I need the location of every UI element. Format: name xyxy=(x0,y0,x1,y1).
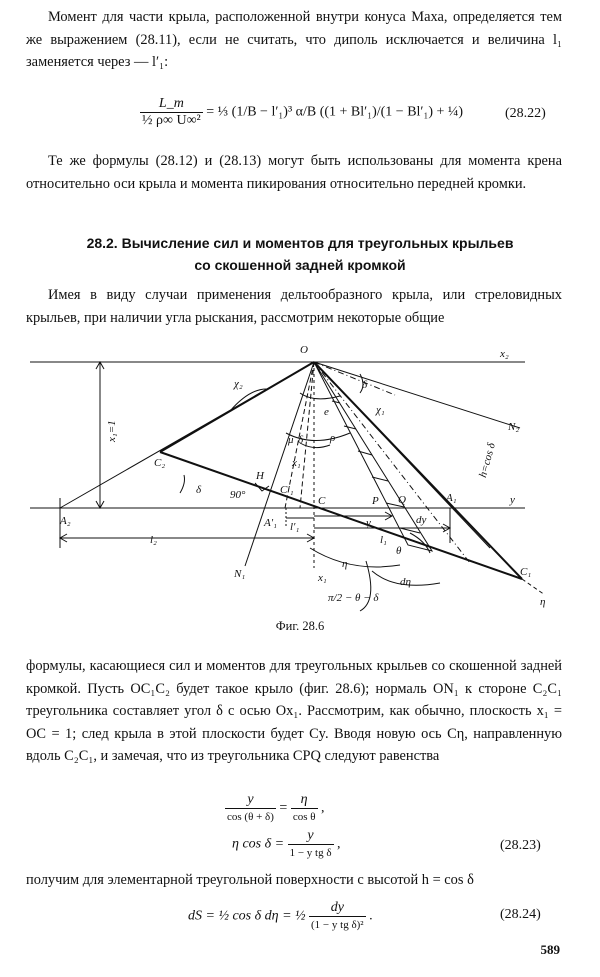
equation-28-23a: $\frac{y}{\cos (\theta + \delta)}$ = $\frac{\eta}{\text{cos θ}}$ , xyxy=(227,792,325,823)
label-A2: A₂ xyxy=(60,515,71,527)
eq-28-24-rhs-den: (1 − y tg δ)² xyxy=(311,919,364,931)
page-number: 589 xyxy=(540,942,560,957)
eq-28-22-number: (28.22) xyxy=(505,106,546,121)
trailing-edge-extension xyxy=(522,579,545,595)
label-P: P xyxy=(372,495,379,507)
equation-28-23b xyxy=(232,828,341,861)
label-e: e xyxy=(324,406,329,418)
chi1-ray xyxy=(314,362,395,395)
label-delta-top: δ xyxy=(362,379,368,391)
label-C1p: C′₁ xyxy=(280,484,294,496)
label-A1p: A′₁ xyxy=(264,517,277,529)
label-rho: ρ xyxy=(330,432,336,444)
label-delta-mid: δ xyxy=(298,434,304,446)
hatched-strip xyxy=(314,362,432,551)
label-x2: x₂ xyxy=(500,348,509,360)
label-chi2: χ₂ xyxy=(234,378,243,390)
eq-28-24-number: (28.24) xyxy=(500,907,541,922)
label-l1p: l′₁ xyxy=(290,521,300,533)
label-C2: C₂ xyxy=(154,457,166,469)
eq-28-23b-rhs xyxy=(288,828,334,861)
figure-28-6 xyxy=(0,333,600,623)
ray-OA2 xyxy=(60,362,314,508)
eq-28-23a-lhs xyxy=(225,792,276,825)
label-Q: Q xyxy=(398,494,406,506)
section-heading-line-1: 28.2. Вычисление сил и моментов для треугольных крыльев xyxy=(86,235,514,251)
label-A1: A₁ xyxy=(446,492,457,504)
label-deta: dη xyxy=(400,576,411,588)
normal-ON1 xyxy=(245,362,314,566)
paragraph-1: Момент для части крыла, расположенной внутри конуса Маха, определяется тем же выражением (28.11), если не считать, что диполь исключается и величина l₁ заменяется через — l′₁: xyxy=(26,9,562,70)
label-l2: l₂ xyxy=(150,534,157,546)
eq-28-22-lhs xyxy=(140,96,203,129)
eq-28-22-rhs: = ⅓ (1/B − l′₁)³ α/B ((1 + Bl′₁)/(1 − Bl′₁) + ¼) xyxy=(206,104,464,120)
label-y-small: y xyxy=(366,517,371,529)
eq-28-23b-rhs-num: y xyxy=(288,828,334,845)
eq-28-23a-lhs-den: cos (θ + δ) xyxy=(227,811,274,823)
eq-28-23a-rhs-den: cos θ xyxy=(292,811,316,823)
label-H: H xyxy=(256,470,264,482)
label-l1: l₁ xyxy=(380,534,387,546)
eq-28-23b-rhs-den: 1 − y tg δ xyxy=(289,847,332,859)
label-y: y xyxy=(510,494,515,506)
paragraph-4: формулы, касающиеся сил и моментов для треугольных крыльев со скошенной задней кромкой. Пусть OC₁C₂ будет такое крыло (фиг. 28.6); нормаль ON₁ к стороне C₂C₁ треугольника составляет угол δ с осью Ox₁. Рассмотрим, как обычно, плоскость x₁ = OC = 1; след крыла в этой плоскости будет Cy. Вводя новую ось Cη, направленную вдоль C₂C₁, и замечая, что из треугольника CPQ следуют равенства xyxy=(26,658,562,764)
equation-28-22 xyxy=(140,96,463,129)
label-theta: θ xyxy=(396,545,402,557)
eq-28-22-lhs-den: ½ ρ∞ U∞² xyxy=(142,113,201,128)
paragraph-2: Те же формулы (28.12) и (28.13) могут быть использованы для момента крена относительно оси крыла и момента пикирования относительно передней кромки. xyxy=(26,153,562,192)
label-O: O xyxy=(300,344,308,356)
label-N2: N₂ xyxy=(508,421,520,433)
eq-28-23a-rhs-num: η xyxy=(291,792,318,809)
paragraph-5: получим для элементарной треугольной поверхности с высотой h = cos δ xyxy=(26,872,474,888)
label-eta-end: η xyxy=(540,596,546,608)
label-C: C xyxy=(318,495,326,507)
eq-28-23b-tail: , xyxy=(337,836,341,852)
eq-28-24-rhs xyxy=(309,900,366,933)
label-90deg: 90° xyxy=(230,489,246,501)
equation-28-24 xyxy=(188,900,373,933)
label-eta: η xyxy=(342,558,348,570)
eta-dimension xyxy=(310,548,400,567)
label-dy: dy xyxy=(416,514,427,526)
label-x1-bottom: x₁ xyxy=(318,572,327,584)
paragraph-3: Имея в виду случаи применения дельтообразного крыла, или стреловидных крыльев, при наличии угла рыскания, рассмотрим некоторые общие xyxy=(26,287,562,326)
eq-28-24-rhs-num: dy xyxy=(309,900,366,917)
eq-28-22-lhs-num: L_m xyxy=(140,96,203,113)
eq-28-23a-tail: , xyxy=(321,800,325,816)
eq-28-23a-lhs-num: y xyxy=(225,792,276,809)
eq-28-24-tail: . xyxy=(369,908,373,924)
label-x1-small: x₁ xyxy=(292,457,301,469)
eq-28-23-number: (28.23) xyxy=(500,838,541,853)
figure-caption: Фиг. 28.6 xyxy=(275,619,325,633)
label-x1-eq-1: x₁=1 xyxy=(106,420,118,442)
eq-28-23b-lhs: η cos δ = xyxy=(232,836,285,852)
label-angle: π/2 − θ − δ xyxy=(328,592,379,604)
label-h: h=cos δ xyxy=(477,441,498,479)
label-N1: N₁ xyxy=(234,568,246,580)
eq-28-24-lhs: dS = ½ cos δ dη = ½ xyxy=(188,908,306,924)
label-delta-small: δ xyxy=(196,484,202,496)
section-heading-line-2: со скошенной задней кромкой xyxy=(194,257,406,273)
label-C1: C₁ xyxy=(520,566,532,578)
label-chi1: χ₁ xyxy=(376,404,385,416)
label-mu: μ xyxy=(288,434,294,446)
eq-28-23a-rhs xyxy=(291,792,318,825)
